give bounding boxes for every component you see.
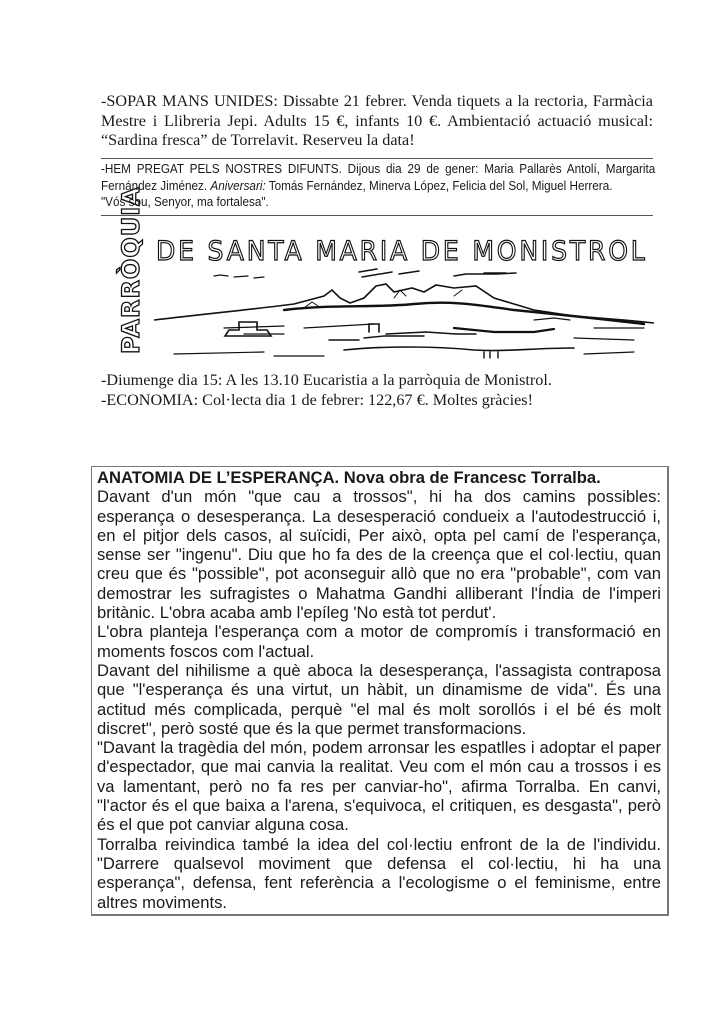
article-title: ANATOMIA DE L’ESPERANÇA. Nova obra de Francesc Torralba.	[97, 468, 601, 487]
logo-title: DE SANTA MARIA DE MONISTROL	[156, 236, 648, 267]
notice-eucaristia: -Diumenge dia 15: A les 13.10 Eucaristia a la parròquia de Monistrol.	[101, 371, 552, 389]
difunts-quote: "Vós sou, Senyor, ma fortalesa".	[101, 195, 269, 209]
landscape-sketch-icon	[154, 268, 654, 360]
logo-vertical-text	[114, 186, 150, 354]
article-box	[91, 466, 669, 916]
difunts-intro: -HEM PREGAT PELS NOSTRES DIFUNTS. Dijous dia 29 de gener: Maria Pallarès Antolí, Margarita Fernández Jiménez.	[101, 162, 656, 193]
difunts-notice	[101, 161, 655, 211]
aniversari-names: Tomás Fernández, Minerva López, Felicia del Sol, Miguel Herrera.	[265, 178, 613, 193]
notice-economia: -ECONOMIA: Col·lecta dia 1 de febrer: 122,67 €. Moltes gràcies!	[101, 390, 533, 409]
notices	[101, 371, 661, 410]
article-paragraph: "Davant la tragèdia del món, podem arronsar les espatlles i adoptar el paper d'espectador, que mai canvia la realitat. Veu com el món cau a trossos i es va lamentant, però no fa res per canviar-ho", afirma Torralba. En canvi, "l'actor és el que baixa a l'arena, s'equivoca, el critiquen, es desgasta", però és el que pot canviar alguna cosa.	[97, 738, 661, 835]
article-paragraph: Torralba reivindica també la idea del col·lectiu enfront de la de l'individu. "Darrere qualsevol moviment que defensa el col·lectiu, hi ha una esperança", defensa, fent referència a l'ecologisme o el feminisme, entre altres moviments.	[97, 834, 661, 912]
article-paragraph: Davant d'un món "que cau a trossos", hi ha dos camins possibles: esperança o desesperança. La desesperació condueix a l'autodestrucció i, en el pitjor dels casos, al suïcidi, Per això, opta pel camí de l'esperança, sense ser "ingenu". Diu que ho fa des de la creença que el col·lectiu, quan creu que és "possible", pot aconseguir allò que no era "probable", com van demostrar les sufragistes o Mahatma Gandhi alliberant l'Índia de l'imperi britànic. L'obra acaba amb l'epíleg 'No està tot perdut'.	[97, 487, 661, 623]
article-paragraph: Davant del nihilisme a què aboca la desesperança, l'assagista contraposa que "l'esperança és una virtut, un hàbit, un dinamisme de vida". És una actitud més complicada, perquè "el mal és molt sorollós i el bé és molt discret", però sosté que és la que permet transformacions.	[97, 660, 661, 738]
divider	[101, 158, 653, 159]
divider	[101, 215, 653, 216]
article-paragraph: L'obra planteja l'esperança com a motor de compromís i transformació en moments foscos com l'actual.	[97, 622, 661, 661]
logo-vertical-label: PARRÒQUIA	[117, 186, 145, 354]
aniversari-label: Aniversari:	[210, 178, 266, 193]
sopar-notice: -SOPAR MANS UNIDES: Dissabte 21 febrer. Venda tiquets a la rectoria, Farmàcia Mestre i Llibreria Jepi. Adults 15 €, infants 10 €. Ambientació actuació musical: “Sardina fresca” de Torrelavit. Reserveu la data!	[101, 92, 653, 149]
